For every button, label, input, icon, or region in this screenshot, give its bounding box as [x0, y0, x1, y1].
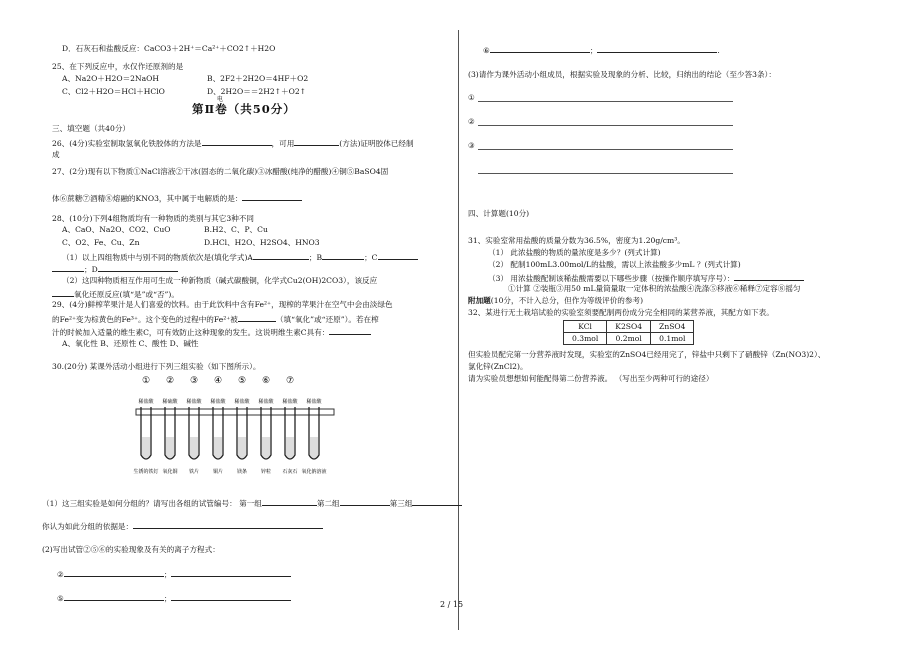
q28-group-b: B.H2、C、P、Cu: [204, 225, 268, 234]
tube-reagent-label: 锌粒: [260, 469, 272, 475]
q31-part3: （3） 用浓盐酸配制该稀盐酸需要以下哪些步骤（按操作顺序填写序号）：: [488, 272, 804, 284]
q28-part2: （2）这四种物质相互作用可生成一种新物质（碱式碳酸铜，化学式Cu2(OH)2CO3），该反应: [62, 276, 378, 285]
q24-option-d: D．石灰石和盐酸反应：CaCO3＋2H⁺＝Ca²⁺＋CO2↑＋H2O: [62, 44, 276, 53]
conclusion-3: ③: [468, 141, 475, 150]
tube-liquid: [286, 437, 294, 458]
tube-liquid: [310, 437, 318, 458]
section3-heading: 三、填空题（共40分）: [52, 124, 131, 133]
q29-line2: 的Fe²⁺变为棕黄色的Fe³⁺。这个变色的过程中的Fe²⁺被 （填“氧化”或“还原”）。若在榨: [52, 315, 379, 324]
q25-stem: 25、在下列反应中，水仅作还原剂的是: [52, 62, 184, 71]
q25-option-a: A、Na2O＋H2O＝2NaOH: [62, 74, 160, 83]
electrolysis-mark: 电: [217, 96, 224, 103]
q25-option-d: D、2H2O＝＝2H2↑＋O2↑: [207, 87, 307, 96]
q28-stem: 28、(10分)下列4组物质均有一种物质的类别与其它3种不同: [52, 214, 254, 223]
q28-part1: （1）以上四组物质中与别不同的物质依次是(填化学式)A ；B ；C: [62, 251, 418, 263]
tube-number: ⑥: [261, 376, 271, 386]
q30-stem: 30.(20分) 某课外活动小组进行下列三组实验（如下图所示）。: [52, 362, 261, 371]
test-tube-figure: [130, 375, 340, 485]
tube-acid-label: 稀盐酸: [258, 399, 274, 405]
column-divider: [458, 30, 459, 630]
tube-number: ⑤: [237, 376, 247, 386]
tube-liquid: [166, 437, 174, 458]
tube-number: ①: [141, 376, 151, 386]
q25-option-b: B、2F2＋2H2O＝4HF＋O2: [207, 74, 309, 83]
tube-acid-label: 稀盐酸: [306, 399, 322, 405]
q32-note-1: 但实验员配完第一分营养液时发现，实验室的ZnSO4已经用完了，锌盐中只剩下了硝酸锌（Zn(NO3)2）、: [468, 350, 826, 359]
conclusion-line-4[interactable]: [478, 173, 733, 174]
q30-part1: （1）这三组实验是如何分组的？请写出各组的试管编号： 第一组 第二组 第三组: [42, 497, 462, 509]
q26: 26、(4分)实验室制取氢氧化铁胶体的方法是 ，可用 (方法)证明胶体已经制: [52, 139, 414, 148]
q28-group-a: A、CaO、Na2O、CO2、CuO: [62, 225, 171, 234]
tube-liquid: [262, 437, 270, 458]
tube-number: ④: [213, 376, 223, 386]
tube-acid-label: 稀硫酸: [162, 399, 178, 405]
q26-end: 成: [52, 150, 60, 159]
q30-part3: (3)请作为课外活动小组成员，根据实验及现象的分析、比较，归纳出的结论（至少答3条）：: [468, 70, 776, 79]
tube-reagent-label: 铜片: [212, 469, 224, 475]
tube-rack: [136, 409, 334, 415]
tube-acid-label: 稀盐酸: [186, 399, 202, 405]
tube-reagent-label: 铁片: [188, 469, 200, 475]
part2-title: 第Ⅱ卷（共50分）: [192, 102, 296, 116]
q29-line1: 29、(4分)鲜榨苹果汁是人们喜爱的饮料。由于此饮料中含有Fe²⁺，现榨的苹果汁在空气中会由淡绿色: [52, 300, 393, 309]
table-val-k2so4: 0.2mol: [607, 333, 651, 345]
tube-liquid: [214, 437, 222, 458]
q29-options: A、氧化性 B、还原性 C、酸性 D、碱性: [62, 339, 199, 348]
tube-liquid: [142, 437, 150, 458]
table-head-kcl: KCl: [564, 321, 607, 333]
conclusion-line-1[interactable]: [478, 101, 733, 102]
q28-group-d: D.HCl、H2O、H2SO4、HNO3: [204, 238, 320, 247]
q30-answer-5: ⑤ ；: [57, 592, 291, 604]
q28-part1-d: ；D: [52, 263, 178, 275]
tube-reagent-label: 石灰石: [282, 469, 298, 475]
tube-reagent-label: 氧化钠溶液: [301, 469, 327, 475]
nutrient-table: [563, 320, 694, 345]
section4-heading: 四、计算题(10分): [468, 209, 530, 218]
q30-answer-6: ⑥ ； .: [483, 46, 720, 55]
table-val-kcl: 0.3mol: [564, 333, 607, 345]
tube-liquid: [190, 437, 198, 458]
tube-number: ②: [165, 376, 175, 386]
q32-question: 请为实验员想想如何能配得第二份营养液。 （写出至少两种可行的途径）: [468, 374, 714, 383]
tube-drawing: [130, 375, 340, 485]
conclusion-1: ①: [468, 93, 475, 102]
tube-number: ③: [189, 376, 199, 386]
q31-part2: （2） 配制100mL3.00mol/L的盐酸，需以上浓盐酸多少mL ？(列式计算): [488, 260, 741, 269]
q28-group-c: C、O2、Fe、Cu、Zn: [62, 238, 140, 247]
page-number: 2 / 15: [440, 600, 464, 609]
tube-reagent-label: 氧化铜: [162, 469, 178, 475]
q29-line3: 汁的时候加入适量的维生素C，可有效防止这种现象的发生。这说明维生素C具有：: [52, 326, 371, 338]
tube-liquid: [238, 437, 246, 458]
conclusion-2: ②: [468, 117, 475, 126]
tube-number: ⑦: [285, 376, 295, 386]
table-head-znso4: ZnSO4: [651, 321, 694, 333]
tube-reagent-label: 镁条: [236, 469, 248, 475]
table-head-k2so4: K2SO4: [607, 321, 651, 333]
q31-part1: （1） 此浓盐酸的物质的量浓度是多少？(列式计算): [488, 248, 661, 257]
q32-note-2: 氯化锌(ZnCl2)。: [468, 362, 528, 371]
q27-line2: 体⑥蔗糖⑦酒精⑧熔融的KNO3，其中属于电解质的是：: [52, 192, 302, 204]
q27-line1: 27、(2分)现有以下物质①NaCl溶液②干冰(固态的二氧化碳)③冰醋酸(纯净的醋酸)④铜⑤BaSO4固: [52, 167, 389, 176]
conclusion-line-3[interactable]: [478, 149, 733, 150]
q31-stem: 31、实验室常用盐酸的质量分数为36.5%，密度为1.20g/cm³。: [468, 236, 685, 245]
conclusion-line-2[interactable]: [478, 125, 733, 126]
tube-reagent-label: 生锈的铁钉: [133, 469, 159, 475]
bonus-line: 附加题(10分，不计入总分，但作为等级评价的参考): [468, 296, 644, 305]
tube-acid-label: 稀盐酸: [234, 399, 250, 405]
q30-basis: 你认为如此分组的依据是：: [42, 520, 323, 532]
tube-acid-label: 稀盐酸: [210, 399, 226, 405]
q28-part2-end: 氧化还原反应(填“是”或“否”)。: [52, 288, 179, 300]
table-val-znso4: 0.1mol: [651, 333, 694, 345]
q31-steps: ①计算 ②装瓶③用50 mL量筒量取一定体积的浓盐酸④洗涤⑤移液⑥稀释⑦定容⑧摇匀: [508, 284, 801, 293]
tube-acid-label: 稀盐酸: [282, 399, 298, 405]
q30-part2: (2)写出试管②⑤⑥的实验现象及有关的离子方程式：: [42, 545, 220, 554]
q30-answer-2: ② ；: [57, 568, 291, 580]
q25-option-c: C、Cl2＋H2O＝HCl＋HClO: [62, 87, 165, 96]
q32-stem: 32、某进行无土栽培试验的实验室须要配制两份成分完全相同的某营养液，其配方如下表。: [468, 308, 774, 317]
tube-acid-label: 稀盐酸: [138, 399, 154, 405]
